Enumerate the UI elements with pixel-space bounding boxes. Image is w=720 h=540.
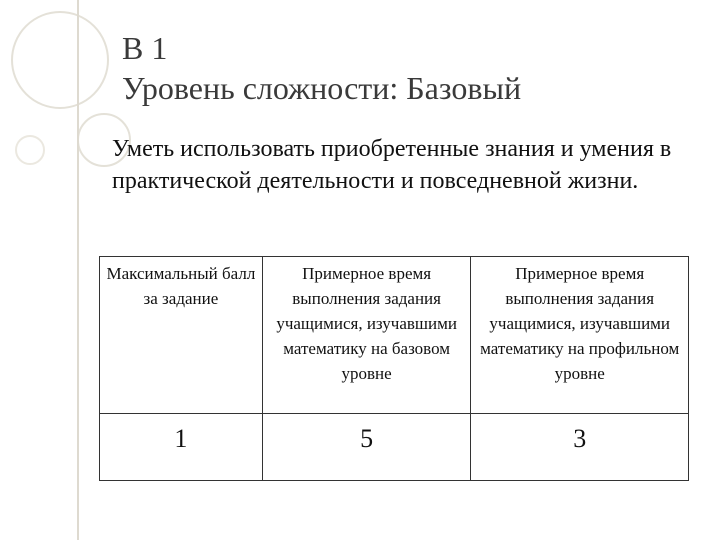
header-max-score: Максимальный балл за задание	[100, 257, 263, 414]
task-info-table	[99, 256, 689, 481]
table-row	[100, 414, 689, 481]
title-line-level: Уровень сложности: Базовый	[122, 70, 522, 106]
header-time-basic: Примерное время выполнения задания учащимися, изучавшими математику на базовом уровне	[262, 257, 471, 414]
slide-title	[122, 28, 521, 108]
title-line-code: В 1	[122, 30, 168, 66]
cell-max-score: 1	[100, 414, 263, 481]
header-time-profile: Примерное время выполнения задания учащимися, изучавшими математику на профильном уровне	[471, 257, 689, 414]
cell-time-profile: 3	[471, 414, 689, 481]
slide-body-text: Уметь использовать приобретенные знания и умения в практической деятельности и повседневной жизни.	[112, 136, 672, 194]
deco-circle-large	[12, 12, 108, 108]
table-header-row	[100, 257, 689, 414]
deco-circle-tiny	[16, 136, 44, 164]
vertical-divider	[77, 0, 79, 540]
cell-time-basic: 5	[262, 414, 471, 481]
